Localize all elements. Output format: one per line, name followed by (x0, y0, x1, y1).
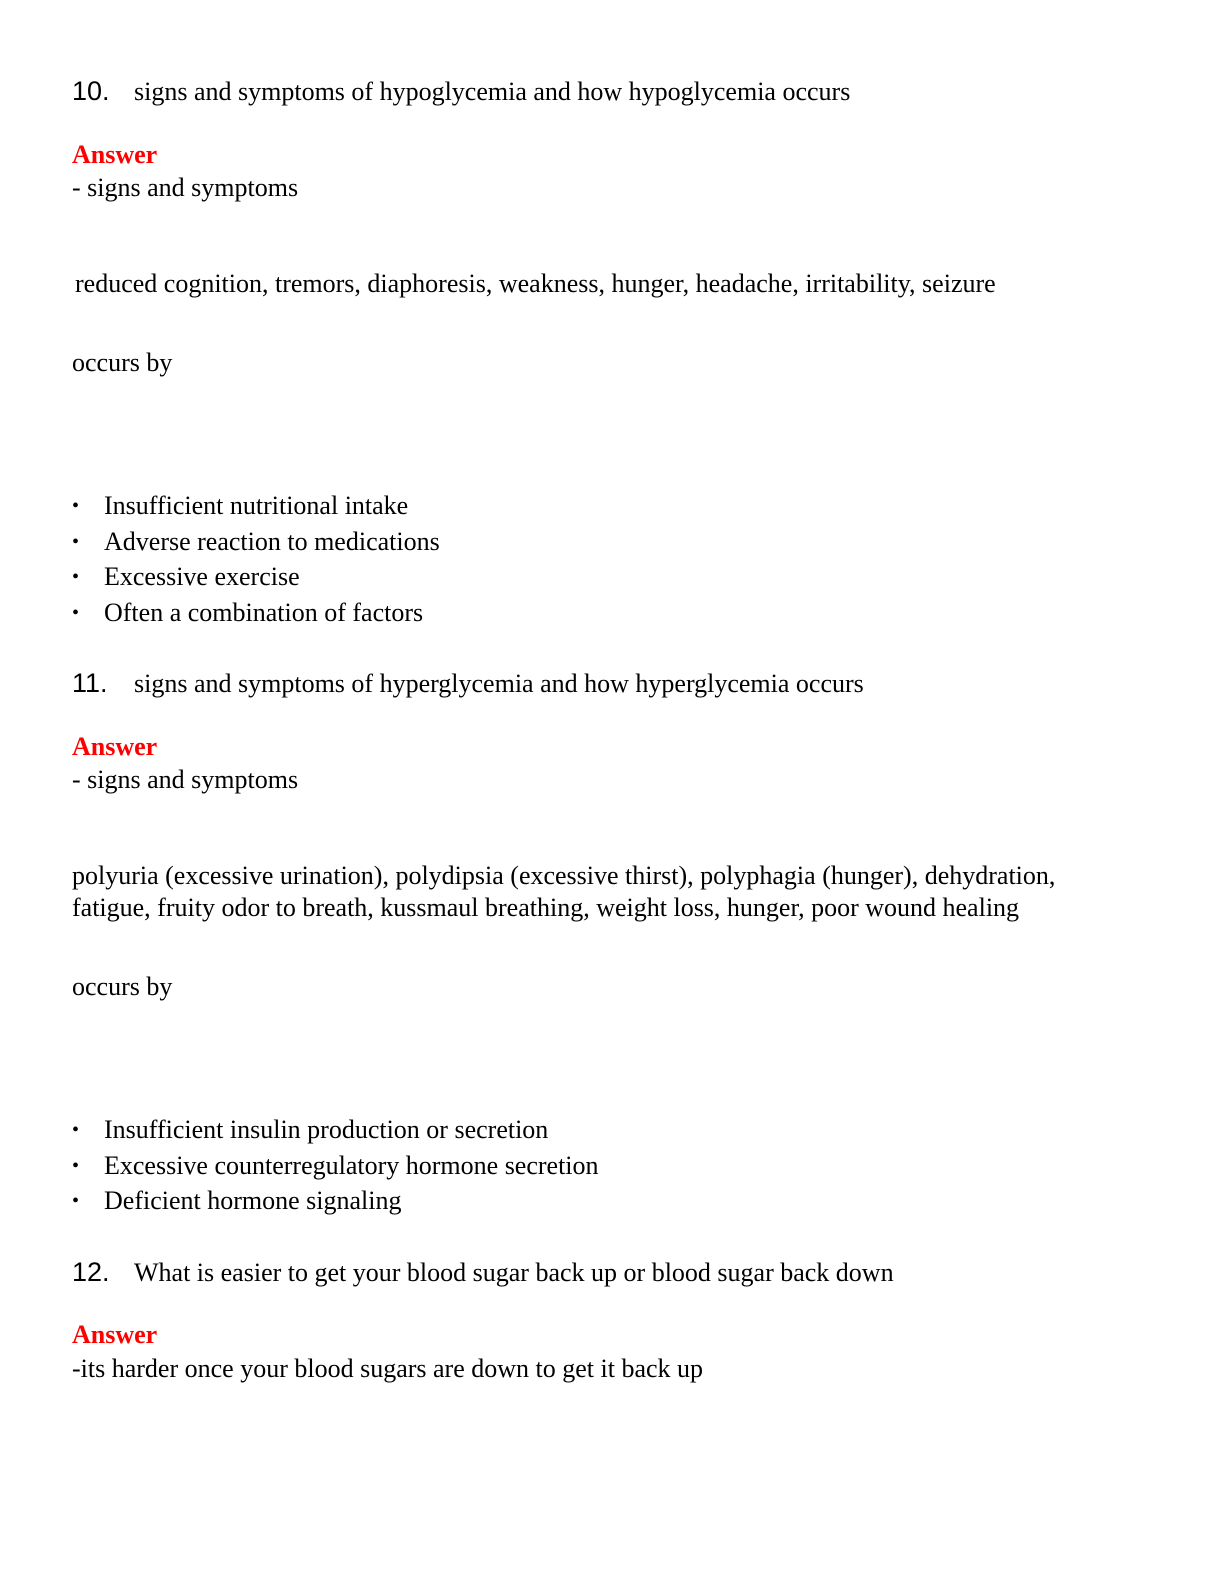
list-item: • Excessive counterregulatory hormone secretion (72, 1150, 599, 1180)
list-item: • Deficient hormone signaling (72, 1186, 402, 1215)
bullet-icon: • (72, 1154, 80, 1177)
bullet-icon: • (72, 495, 80, 517)
answer-intro: - signs and symptoms (72, 765, 299, 794)
question-text: signs and symptoms of hypoglycemia and how hypoglycemia occurs (134, 77, 851, 106)
list-item: • Insufficient nutritional intake (72, 491, 409, 520)
causes-list (72, 491, 440, 633)
symptoms-text-line-1: polyuria (excessive urination), polydipsia (excessive thirst), polyphagia (hunger), dehydration, (72, 861, 1056, 890)
list-item: • Adverse reaction to medications (72, 526, 440, 556)
occurs-by-label: occurs by (72, 972, 173, 1001)
question-number: 10. (72, 76, 110, 106)
answer-intro: - signs and symptoms (72, 173, 299, 202)
question-text: signs and symptoms of hyperglycemia and how hyperglycemia occurs (134, 669, 864, 698)
question-number: 11. (72, 668, 108, 698)
bullet-icon: • (72, 1190, 80, 1212)
bullet-icon: • (72, 530, 80, 553)
list-item: • Often a combination of factors (72, 597, 424, 627)
causes-list (72, 1115, 599, 1222)
answer-label: Answer (72, 1320, 158, 1349)
question-number: 12. (72, 1257, 110, 1287)
answer-label: Answer (72, 140, 158, 169)
list-item: • Excessive exercise (72, 562, 300, 591)
question-text: What is easier to get your blood sugar back up or blood sugar back down (134, 1258, 894, 1287)
symptoms-text: reduced cognition, tremors, diaphoresis, weakness, hunger, headache, irritability, seizure (75, 269, 996, 298)
list-item: • Insufficient insulin production or secretion (72, 1115, 549, 1144)
bullet-icon: • (72, 566, 80, 588)
answer-label: Answer (72, 732, 158, 761)
bullet-icon: • (72, 601, 80, 624)
bullet-icon: • (72, 1119, 80, 1141)
occurs-by-label: occurs by (72, 348, 173, 377)
answer-text: -its harder once your blood sugars are down to get it back up (72, 1354, 704, 1383)
symptoms-text-line-2: fatigue, fruity odor to breath, kussmaul breathing, weight loss, hunger, poor wound healing (72, 893, 1020, 922)
